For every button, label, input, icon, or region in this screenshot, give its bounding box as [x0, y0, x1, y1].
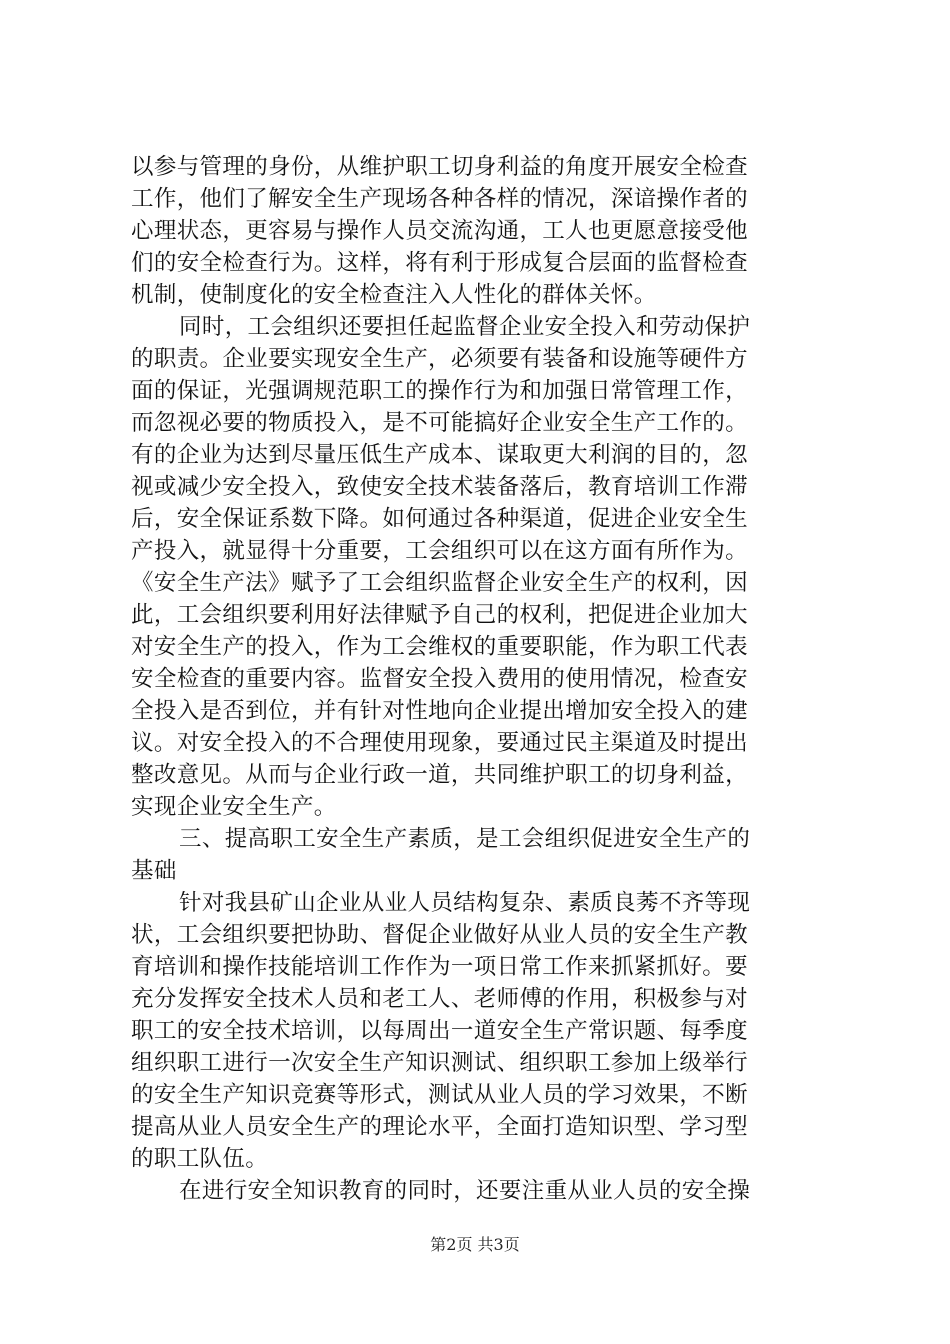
- text-line: 视或减少安全投入，致使安全技术装备落后，教育培训工作滞: [131, 474, 748, 500]
- text-line: 而忽视必要的物质投入，是不可能搞好企业安全生产工作的。: [131, 410, 748, 436]
- text-line: 的职工队伍。: [131, 1146, 269, 1172]
- text-line: 提高从业人员安全生产的理论水平，全面打造知识型、学习型: [131, 1114, 748, 1140]
- text-line: 后，安全保证系数下降。如何通过各种渠道，促进企业安全生: [131, 506, 748, 532]
- text-line: 育培训和操作技能培训工作作为一项日常工作来抓紧抓好。要: [131, 954, 748, 980]
- text-line: 全投入是否到位，并有针对性地向企业提出增加安全投入的建: [131, 698, 748, 724]
- body-text: [131, 151, 831, 1207]
- paragraph-start-line: 同时，工会组织还要担任起监督企业安全投入和劳动保护: [179, 314, 751, 340]
- text-line: 有的企业为达到尽量压低生产成本、谋取更大利润的目的，忽: [131, 442, 748, 468]
- text-line: 的安全生产知识竞赛等形式，测试从业人员的学习效果，不断: [131, 1082, 748, 1108]
- text-line: 安全检查的重要内容。监督安全投入费用的使用情况，检查安: [131, 666, 748, 692]
- section-heading-line: 基础: [131, 858, 177, 884]
- text-line: 产投入，就显得十分重要，工会组织可以在这方面有所作为。: [131, 538, 748, 564]
- text-line: 议。对安全投入的不合理使用现象，要通过民主渠道及时提出: [131, 730, 748, 756]
- text-line: 工作，他们了解安全生产现场各种各样的情况，深谙操作者的: [131, 186, 748, 212]
- section-heading-line: 三、提高职工安全生产素质，是工会组织促进安全生产的: [179, 826, 751, 852]
- paragraph-start-line: 在进行安全知识教育的同时，还要注重从业人员的安全操: [179, 1178, 751, 1204]
- text-line: 们的安全检查行为。这样，将有利于形成复合层面的监督检查: [131, 250, 748, 276]
- text-line: 组织职工进行一次安全生产知识测试、组织职工参加上级举行: [131, 1050, 748, 1076]
- text-line: 实现企业安全生产。: [131, 794, 337, 820]
- text-line: 充分发挥安全技术人员和老工人、老师傅的作用，积极参与对: [131, 986, 748, 1012]
- text-line: 整改意见。从而与企业行政一道，共同维护职工的切身利益，: [131, 762, 748, 788]
- text-line: 面的保证，光强调规范职工的操作行为和加强日常管理工作，: [131, 378, 748, 404]
- text-line: 心理状态，更容易与操作人员交流沟通，工人也更愿意接受他: [131, 218, 748, 244]
- paragraph-start-line: 针对我县矿山企业从业人员结构复杂、素质良莠不齐等现: [179, 890, 751, 916]
- text-line: 对安全生产的投入，作为工会维权的重要职能，作为职工代表: [131, 634, 748, 660]
- text-line: 《安全生产法》赋予了工会组织监督企业安全生产的权利，因: [131, 570, 748, 596]
- text-line: 机制，使制度化的安全检查注入人性化的群体关怀。: [131, 282, 657, 308]
- page-footer: 第2页 共3页: [430, 1235, 520, 1254]
- text-line: 以参与管理的身份，从维护职工切身利益的角度开展安全检查: [131, 154, 748, 180]
- text-line: 职工的安全技术培训，以每周出一道安全生产常识题、每季度: [131, 1018, 748, 1044]
- text-line: 状，工会组织要把协助、督促企业做好从业人员的安全生产教: [131, 922, 748, 948]
- text-line: 此，工会组织要利用好法律赋予自己的权利，把促进企业加大: [131, 602, 748, 628]
- text-line: 的职责。企业要实现安全生产，必须要有装备和设施等硬件方: [131, 346, 748, 372]
